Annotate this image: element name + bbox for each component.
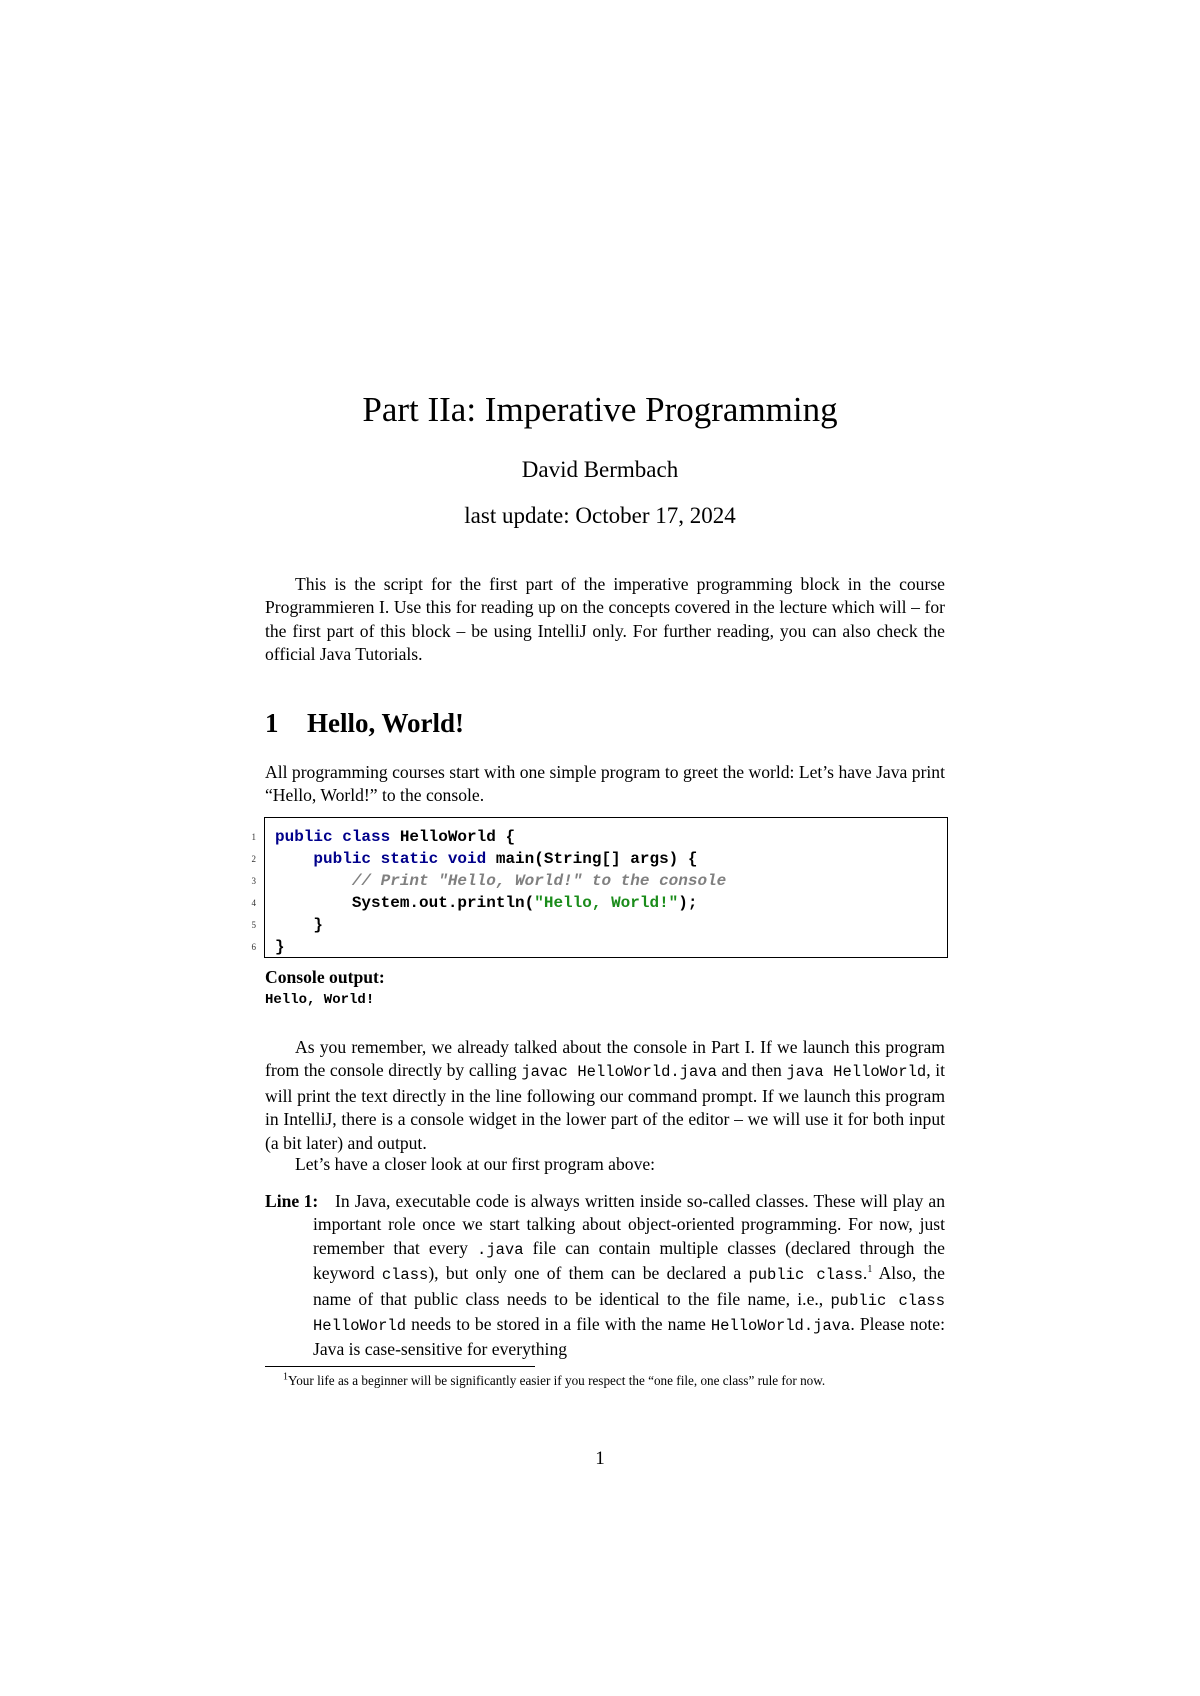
code-line	[275, 892, 697, 914]
code-text: System.out.println(	[351, 894, 535, 912]
code-keyword: public static void	[313, 850, 487, 868]
code-comment: // Print "Hello, World!" to the console	[351, 872, 727, 890]
inline-code: .java	[477, 1240, 524, 1259]
code-line-number: 4	[251, 898, 256, 908]
document-title: Part IIa: Imperative Programming	[362, 390, 838, 429]
section-title: Hello, World!	[307, 708, 465, 738]
code-listing	[264, 817, 948, 958]
code-line: }	[275, 938, 285, 956]
text-run: As you remember, we already talked about the console in Part I. If we launch this program from the console directly by calling	[265, 1037, 945, 1081]
code-string: "Hello, World!"	[534, 894, 679, 912]
item-label: Line 1:	[265, 1191, 319, 1211]
intro-paragraph: All programming courses start with one simple program to greet the world: Let’s have Java print “Hello, World!” to the console.	[265, 762, 945, 806]
abstract-paragraph: This is the script for the first part of the imperative programming block in the course Programmieren I. Use this for reading up on the concepts covered in the lecture which will – for the first part of this block – be using IntelliJ only. For further reading, you can also check the official Java Tutorials.	[265, 574, 945, 665]
text-run: needs to be stored in a file with the name	[406, 1314, 711, 1335]
code-line-number: 5	[251, 920, 256, 930]
code-line: }	[275, 916, 324, 934]
inline-code: class	[381, 1266, 429, 1285]
code-line	[275, 826, 515, 848]
section-number: 1	[265, 708, 279, 738]
inline-code: java HelloWorld	[786, 1063, 927, 1082]
inline-code: public class	[748, 1266, 863, 1285]
text-run: .	[862, 1263, 868, 1284]
inline-code: HelloWorld.java	[710, 1317, 851, 1336]
section-heading	[265, 706, 464, 740]
text-run: and then	[716, 1060, 787, 1081]
footnote-text: Your life as a beginner will be significantly easier if you respect the “one file, one class” rule for now.	[288, 1373, 826, 1388]
console-output-text: Hello, World!	[265, 992, 375, 1008]
footnote-marker[interactable]: 1	[867, 1264, 873, 1276]
text-run: Also, the name of that public class needs to be identical to the file name, i.e.,	[313, 1263, 945, 1309]
lookahead-paragraph: Let’s have a closer look at our first program above:	[295, 1154, 656, 1174]
footnote-number: 1	[283, 1371, 288, 1383]
text-run: ), but only one of them can be declared a	[428, 1263, 749, 1284]
code-line-number: 3	[251, 876, 256, 886]
document-date: last update: October 17, 2024	[464, 503, 736, 528]
console-output-label: Console output:	[265, 967, 385, 987]
code-line-number: 2	[251, 854, 256, 864]
code-line-number: 6	[251, 942, 256, 952]
item-body	[313, 1190, 945, 1362]
inline-code: public class HelloWorld	[313, 1291, 946, 1336]
footnote-divider	[265, 1366, 535, 1367]
code-indent	[275, 894, 352, 912]
console-paragraph	[265, 1036, 945, 1155]
code-keyword: public class	[275, 828, 391, 846]
text-run: . Please note: Java is case-sensitive for everything	[313, 1314, 945, 1360]
code-line	[275, 848, 697, 870]
code-line	[275, 870, 726, 892]
inline-code: javac HelloWorld.java	[521, 1063, 717, 1082]
document-author: David Bermbach	[521, 457, 679, 482]
code-indent	[275, 872, 352, 890]
code-text: HelloWorld {	[390, 828, 516, 846]
text-run: file can contain multiple classes (declared through the keyword	[313, 1237, 945, 1284]
code-text: );	[678, 894, 698, 912]
line-description-item	[265, 1190, 945, 1362]
text-run: In Java, executable code is always written inside so-called classes. These will play an important role once we start talking about object-oriented programming. For now, just remember that every	[313, 1191, 945, 1258]
code-indent	[275, 850, 313, 868]
code-text: main(String[] args) {	[486, 850, 698, 868]
page-number: 1	[595, 1448, 605, 1469]
text-run: , it will print the text directly in the line following our command prompt. If we launch this program in IntelliJ, there is a console widget in the lower part of the editor – we will use it for both input (a bit later) and output.	[265, 1060, 945, 1153]
footnote	[283, 1372, 825, 1390]
code-line-number: 1	[251, 832, 256, 842]
